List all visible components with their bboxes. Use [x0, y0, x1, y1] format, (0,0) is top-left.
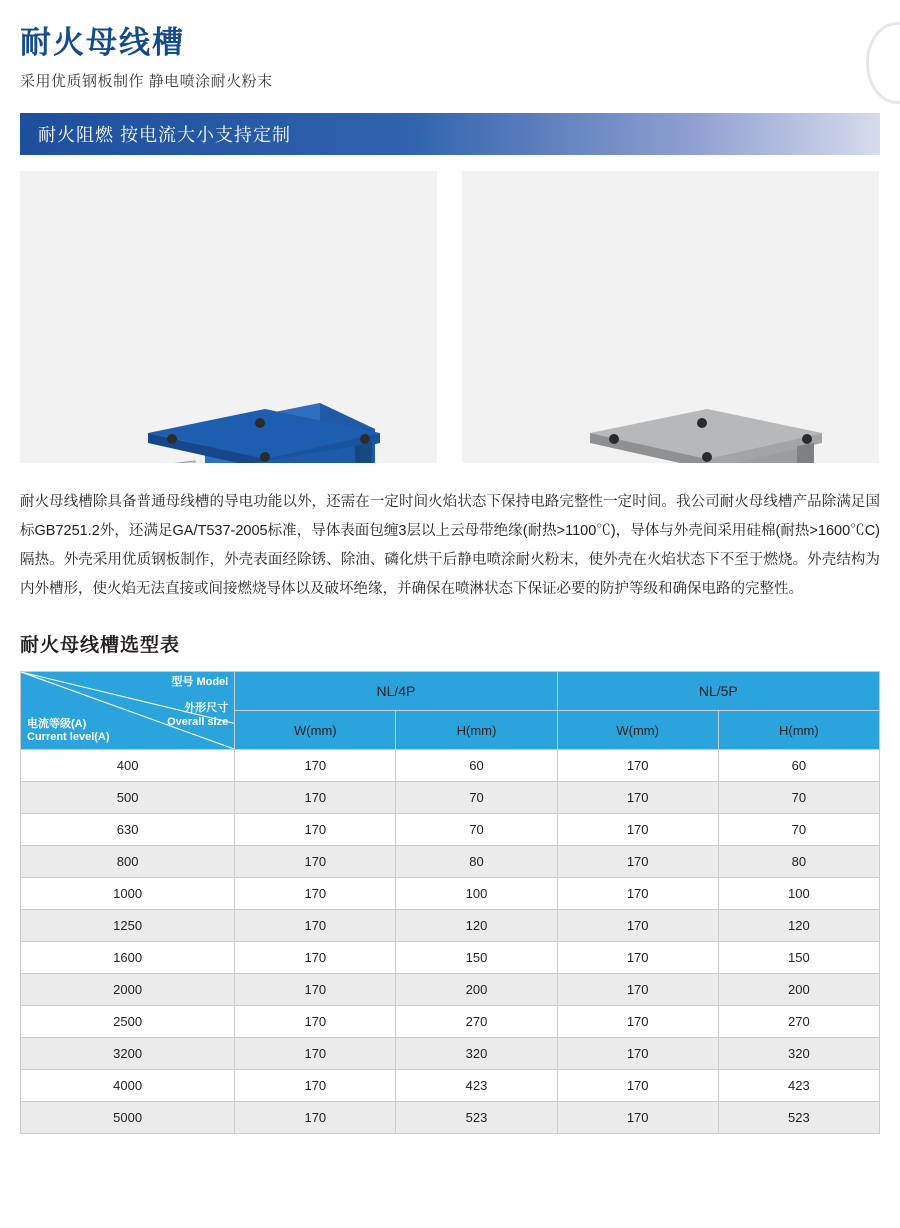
cell-w-5p: 170 — [557, 1070, 718, 1102]
cell-w-4p: 170 — [235, 942, 396, 974]
table-col-header-h1: H(mm) — [396, 711, 557, 750]
cell-current: 500 — [21, 782, 235, 814]
spec-table-title: 耐火母线槽选型表 — [20, 635, 181, 657]
corner-size-label-en: Overall size — [167, 715, 229, 728]
cell-w-4p: 170 — [235, 1006, 396, 1038]
cell-current: 3200 — [21, 1038, 235, 1070]
cell-w-4p: 170 — [235, 750, 396, 782]
cell-h-4p: 270 — [396, 1006, 557, 1038]
cell-h-5p: 70 — [718, 782, 879, 814]
cell-h-4p: 80 — [396, 846, 557, 878]
corner-current-label — [27, 718, 110, 746]
page-title: 耐火母线槽 — [20, 25, 185, 60]
table-row — [21, 974, 880, 1006]
cell-w-4p: 170 — [235, 782, 396, 814]
cell-w-4p: 170 — [235, 1038, 396, 1070]
table-group-header-2: NL/5P — [557, 672, 879, 711]
product-photo-blue-illustration — [20, 171, 437, 463]
cell-h-5p: 270 — [718, 1006, 879, 1038]
cell-w-5p: 170 — [557, 750, 718, 782]
cell-w-5p: 170 — [557, 974, 718, 1006]
corner-model-label: 型号 Model — [171, 676, 229, 689]
table-row — [21, 942, 880, 974]
cell-h-4p: 70 — [396, 782, 557, 814]
table-row — [21, 910, 880, 942]
table-row — [21, 846, 880, 878]
cell-w-4p: 170 — [235, 814, 396, 846]
page-subtitle: 采用优质钢板制作 静电喷涂耐火粉末 — [20, 73, 273, 91]
cell-current: 4000 — [21, 1070, 235, 1102]
cell-h-4p: 70 — [396, 814, 557, 846]
cell-w-4p: 170 — [235, 1070, 396, 1102]
cell-w-5p: 170 — [557, 1038, 718, 1070]
product-photo-grey-illustration — [462, 171, 879, 463]
cell-w-5p: 170 — [557, 942, 718, 974]
table-row — [21, 814, 880, 846]
spec-table — [20, 671, 880, 1134]
feature-banner — [20, 113, 880, 155]
cell-w-5p: 170 — [557, 878, 718, 910]
spec-table-head — [21, 672, 880, 750]
table-row — [21, 1038, 880, 1070]
cell-w-4p: 170 — [235, 878, 396, 910]
cell-current: 2500 — [21, 1006, 235, 1038]
cell-h-4p: 60 — [396, 750, 557, 782]
product-image-gallery — [20, 171, 880, 463]
table-row — [21, 1006, 880, 1038]
product-description: 耐火母线槽除具备普通母线槽的导电功能以外，还需在一定时间火焰状态下保持电路完整性一定时间。我公司耐火母线槽产品除满足国标GB7251.2外，还满足GA/T537-2005标准，导体表面包缠3层以上云母带绝缘(耐热>1100℃)，导体与外壳间采用硅棉(耐热>1600℃C)隔热。外壳采用优质钢板制作，外壳表面经除锈、除油、磷化烘干后静电喷涂耐火粉末，使外壳在火焰状态下不至于燃烧。外壳结构为内外槽形，使火焰无法直接或间接燃烧导体以及破坏绝缘，并确保在喷淋状态下保证必要的防护等级和确保电路的完整性。 — [20, 494, 880, 598]
table-group-header-1: NL/4P — [235, 672, 557, 711]
table-col-header-w2: W(mm) — [557, 711, 718, 750]
cell-h-4p: 320 — [396, 1038, 557, 1070]
cell-current: 1000 — [21, 878, 235, 910]
table-row — [21, 750, 880, 782]
product-photo-blue — [20, 171, 437, 463]
table-row — [21, 1102, 880, 1134]
cell-current: 800 — [21, 846, 235, 878]
feature-banner-text: 耐火阻燃 按电流大小支持定制 — [38, 125, 291, 146]
table-row — [21, 1070, 880, 1102]
cell-h-5p: 320 — [718, 1038, 879, 1070]
cell-current: 1600 — [21, 942, 235, 974]
cell-current: 400 — [21, 750, 235, 782]
table-col-header-h2: H(mm) — [718, 711, 879, 750]
cell-w-5p: 170 — [557, 1006, 718, 1038]
cell-h-5p: 200 — [718, 974, 879, 1006]
cell-h-5p: 60 — [718, 750, 879, 782]
cell-h-5p: 80 — [718, 846, 879, 878]
spec-table-body — [21, 750, 880, 1134]
cell-w-5p: 170 — [557, 1102, 718, 1134]
cell-w-5p: 170 — [557, 846, 718, 878]
table-col-header-w1: W(mm) — [235, 711, 396, 750]
cell-w-4p: 170 — [235, 910, 396, 942]
cell-w-4p: 170 — [235, 974, 396, 1006]
cell-h-5p: 523 — [718, 1102, 879, 1134]
cell-w-4p: 170 — [235, 1102, 396, 1134]
cell-w-4p: 170 — [235, 846, 396, 878]
product-photo-grey — [462, 171, 879, 463]
table-row — [21, 782, 880, 814]
cell-current: 2000 — [21, 974, 235, 1006]
corner-size-label — [167, 702, 228, 730]
corner-current-label-cn: 电流等级(A) — [27, 717, 87, 730]
cell-h-5p: 120 — [718, 910, 879, 942]
corner-current-label-en: Current level(A) — [27, 731, 110, 744]
cell-h-5p: 423 — [718, 1070, 879, 1102]
cell-current: 630 — [21, 814, 235, 846]
cell-current: 1250 — [21, 910, 235, 942]
cell-h-4p: 100 — [396, 878, 557, 910]
cell-h-4p: 200 — [396, 974, 557, 1006]
corner-size-label-cn: 外形尺寸 — [184, 702, 229, 715]
table-row — [21, 878, 880, 910]
table-corner-cell — [21, 672, 235, 750]
cell-w-5p: 170 — [557, 910, 718, 942]
cell-h-4p: 423 — [396, 1070, 557, 1102]
cell-w-5p: 170 — [557, 814, 718, 846]
cell-current: 5000 — [21, 1102, 235, 1134]
cell-h-5p: 150 — [718, 942, 879, 974]
cell-h-5p: 100 — [718, 878, 879, 910]
cell-h-5p: 70 — [718, 814, 879, 846]
cell-h-4p: 150 — [396, 942, 557, 974]
page-header — [20, 0, 880, 91]
cell-h-4p: 120 — [396, 910, 557, 942]
cell-h-4p: 523 — [396, 1102, 557, 1134]
cell-w-5p: 170 — [557, 782, 718, 814]
